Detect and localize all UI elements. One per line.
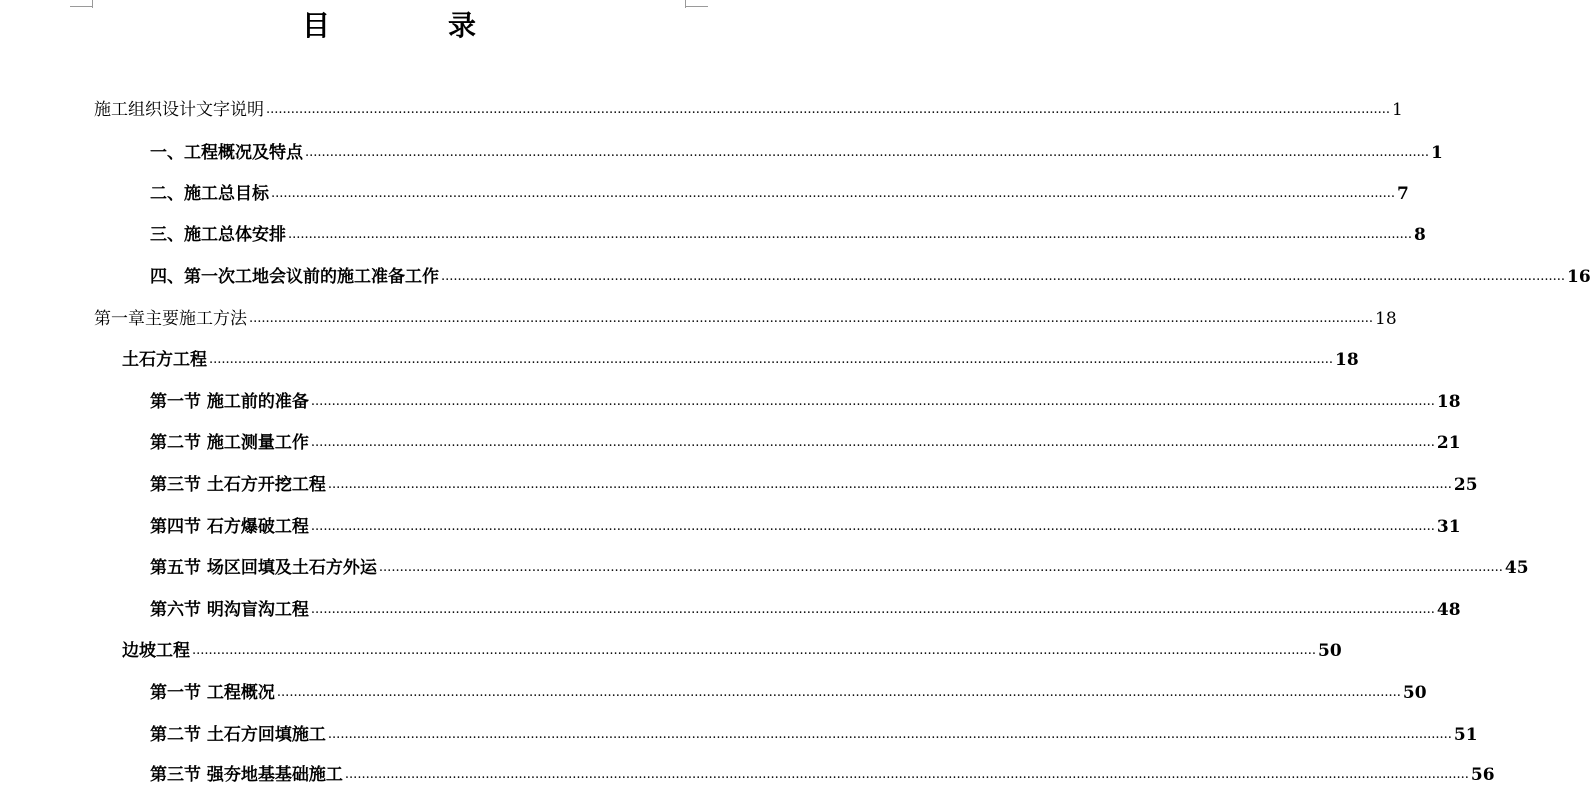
toc-entry[interactable] xyxy=(150,264,1591,288)
toc-entry-page: 21 xyxy=(1436,433,1461,453)
toc-dot-leader: ................................................................................................................................................................................................................................................................................ xyxy=(266,102,1390,117)
toc-entry[interactable] xyxy=(150,722,1478,746)
toc-dot-leader: ................................................................................................................................................................................................................................................................................ xyxy=(276,685,1401,700)
toc-entry[interactable] xyxy=(150,597,1461,621)
toc-entry-page: 18 xyxy=(1436,392,1461,412)
toc-entry-page: 45 xyxy=(1504,558,1529,578)
toc-entry-page: 8 xyxy=(1414,225,1426,245)
toc-entry-page: 50 xyxy=(1318,641,1342,661)
toc-entry-page: 50 xyxy=(1402,683,1427,703)
toc-entry-label: 第一章主要施工方法 xyxy=(94,309,247,329)
toc-entry-label: 土石方工程 xyxy=(122,350,207,370)
toc-entry-page: 18 xyxy=(1375,309,1397,329)
toc-dot-leader: ................................................................................................................................................................................................................................................................................ xyxy=(378,560,1503,575)
toc-entry[interactable] xyxy=(150,680,1427,704)
toc-entry-page: 56 xyxy=(1470,765,1495,785)
toc-title xyxy=(0,6,780,46)
toc-entry-page: 1 xyxy=(1431,143,1443,163)
toc-entry-label: 二、施工总目标 xyxy=(150,184,269,204)
toc-dot-leader: ................................................................................................................................................................................................................................................................................ xyxy=(192,643,1316,658)
toc-dot-leader: ................................................................................................................................................................................................................................................................................ xyxy=(327,477,1452,492)
toc-entry[interactable] xyxy=(150,181,1409,205)
toc-entry[interactable] xyxy=(94,306,1397,330)
toc-title-char: 录 xyxy=(448,9,477,42)
toc-entry-label: 第二节 土石方回填施工 xyxy=(150,725,326,745)
toc-entry-page: 48 xyxy=(1436,600,1461,620)
toc-dot-leader: ................................................................................................................................................................................................................................................................................ xyxy=(310,394,1435,409)
toc-entry-page: 51 xyxy=(1453,725,1478,745)
toc-dot-leader: ................................................................................................................................................................................................................................................................................ xyxy=(249,311,1373,326)
toc-entry-page: 31 xyxy=(1436,517,1461,537)
toc-dot-leader: ................................................................................................................................................................................................................................................................................ xyxy=(271,186,1395,201)
toc-dot-leader: ................................................................................................................................................................................................................................................................................ xyxy=(327,727,1452,742)
toc-entry[interactable] xyxy=(150,762,1495,786)
toc-dot-leader: ................................................................................................................................................................................................................................................................................ xyxy=(209,352,1333,367)
toc-entry[interactable] xyxy=(150,389,1461,413)
toc-entry-label: 第一节 工程概况 xyxy=(150,683,275,703)
toc-title-char: 目 xyxy=(302,9,331,42)
toc-entry-label: 边坡工程 xyxy=(122,641,190,661)
toc-entry-label: 三、施工总体安排 xyxy=(150,225,286,245)
toc-entry[interactable] xyxy=(150,514,1461,538)
toc-entry-label: 第一节 施工前的准备 xyxy=(150,392,309,412)
toc-entry-label: 四、第一次工地会议前的施工准备工作 xyxy=(150,267,439,287)
toc-entry-page: 18 xyxy=(1335,350,1359,370)
toc-entry-page: 16 xyxy=(1567,267,1591,287)
toc-entry-label: 第二节 施工测量工作 xyxy=(150,433,309,453)
toc-entry-label: 第五节 场区回填及土石方外运 xyxy=(150,558,377,578)
toc-dot-leader: ................................................................................................................................................................................................................................................................................ xyxy=(344,767,1469,782)
toc-entry[interactable] xyxy=(150,222,1426,246)
toc-entry-page: 1 xyxy=(1392,100,1403,120)
toc-entry[interactable] xyxy=(122,638,1342,662)
toc-entry[interactable] xyxy=(150,140,1443,164)
toc-entry-label: 施工组织设计文字说明 xyxy=(94,100,264,120)
toc-entry[interactable] xyxy=(150,430,1461,454)
toc-dot-leader: ................................................................................................................................................................................................................................................................................ xyxy=(310,435,1435,450)
toc-entry-label: 第三节 强夯地基基础施工 xyxy=(150,765,343,785)
toc-dot-leader: ................................................................................................................................................................................................................................................................................ xyxy=(305,145,1429,160)
toc-entry-page: 7 xyxy=(1397,184,1409,204)
toc-dot-leader: ................................................................................................................................................................................................................................................................................ xyxy=(310,519,1435,534)
toc-entry[interactable] xyxy=(94,97,1403,121)
toc-entry-label: 第六节 明沟盲沟工程 xyxy=(150,600,309,620)
toc-entry[interactable] xyxy=(122,347,1359,371)
toc-dot-leader: ................................................................................................................................................................................................................................................................................ xyxy=(288,227,1412,242)
toc-entry[interactable] xyxy=(150,555,1529,579)
toc-entry-label: 第四节 石方爆破工程 xyxy=(150,517,309,537)
toc-entry[interactable] xyxy=(150,472,1478,496)
toc-entry-label: 一、工程概况及特点 xyxy=(150,143,303,163)
toc-dot-leader: ................................................................................................................................................................................................................................................................................ xyxy=(441,269,1565,284)
toc-dot-leader: ................................................................................................................................................................................................................................................................................ xyxy=(310,602,1435,617)
toc-entry-label: 第三节 土石方开挖工程 xyxy=(150,475,326,495)
toc-entry-page: 25 xyxy=(1453,475,1478,495)
